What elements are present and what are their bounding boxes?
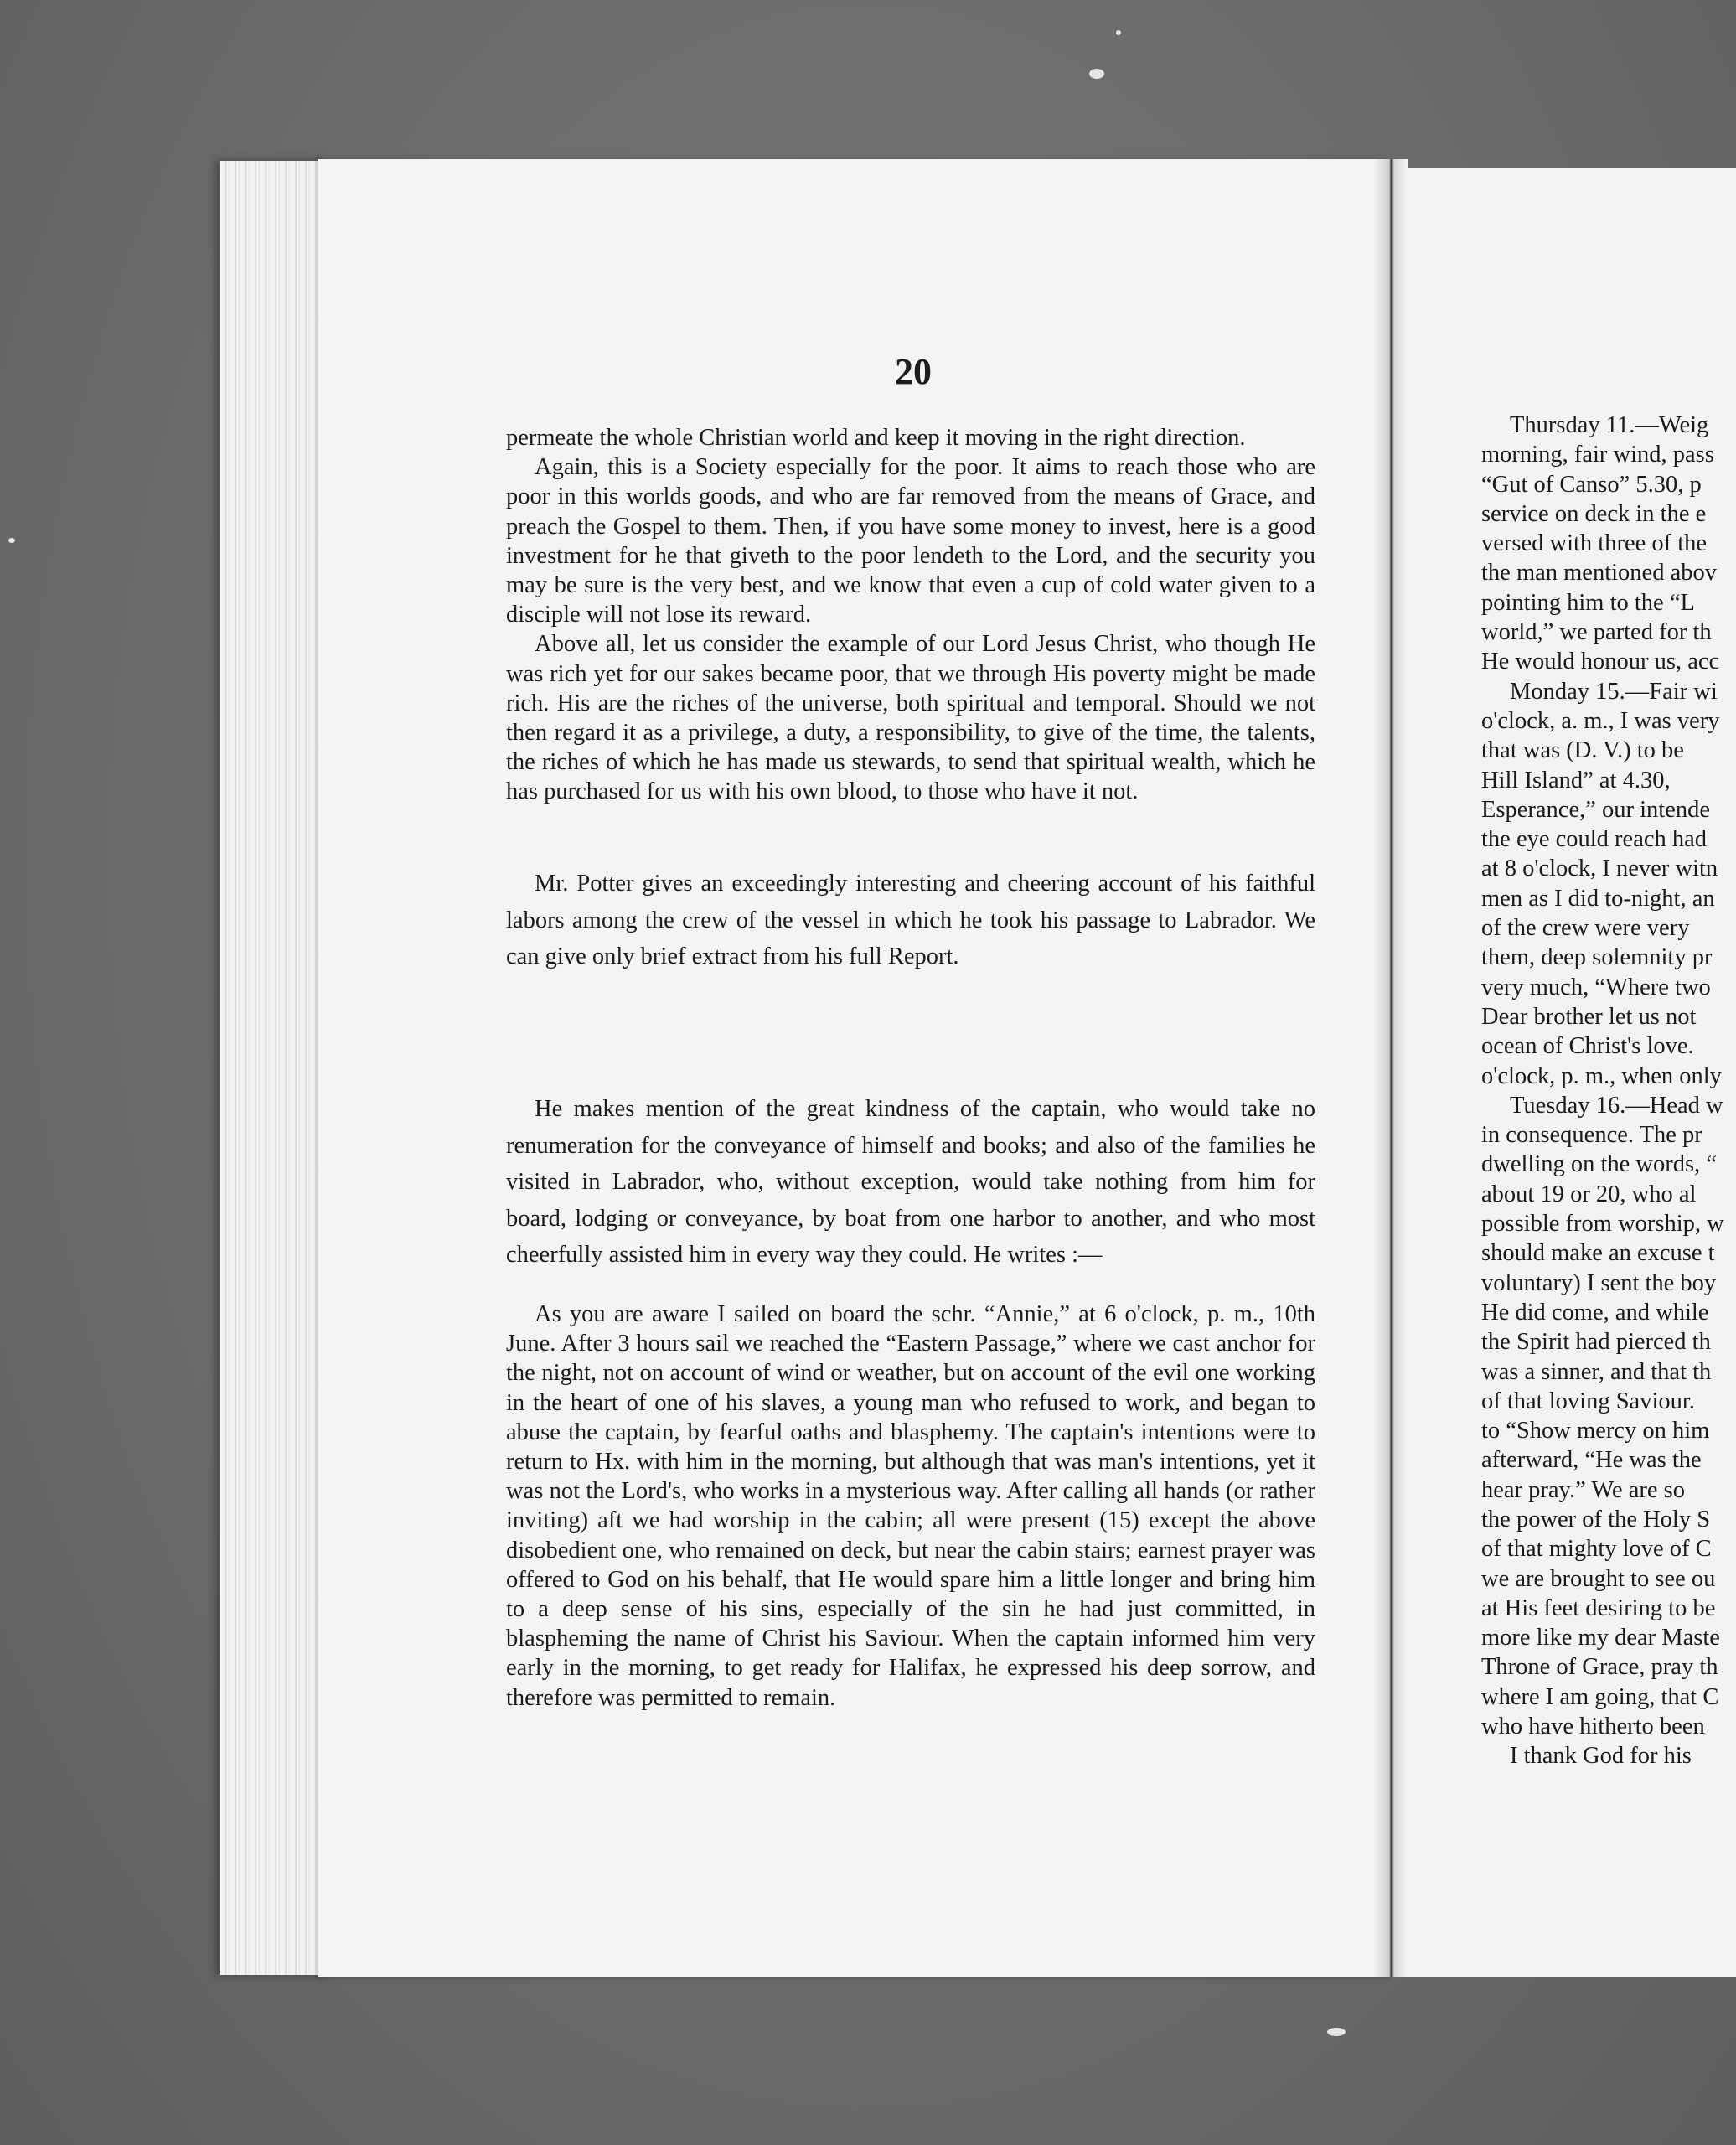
right-page-line: “Gut of Canso” 5.30, p xyxy=(1481,471,1702,498)
right-page-line: about 19 or 20, who al xyxy=(1481,1181,1697,1207)
right-page-line: service on deck in the e xyxy=(1481,500,1707,527)
right-page-line: voluntary) I sent the boy xyxy=(1481,1269,1717,1296)
right-page-line: of the crew were very xyxy=(1481,915,1690,942)
right-page-line: hear pray.” We are so xyxy=(1481,1476,1685,1503)
right-page-line: of that loving Saviour. xyxy=(1481,1388,1695,1414)
book-gutter xyxy=(1374,159,1408,1977)
right-page-line: Throne of Grace, pray th xyxy=(1481,1654,1718,1681)
paragraph: Again, this is a Society especially for the poor. It aims to reach those who are poor in this worlds goods, and who are far removed from the means of Grace, and preach the Gospel to them. Then, if you have some money to invest, here is a good investment for he that giveth to the poor lendeth to the Lord, and the security you may be sure is the very best, and we know that even a cup of cold water given to a disciple will not lose its reward. xyxy=(506,454,1315,628)
right-page-line: morning, fair wind, pass xyxy=(1481,442,1714,468)
right-page-line: where I am going, that C xyxy=(1481,1683,1719,1710)
right-page-line: them, deep solemnity pr xyxy=(1481,944,1713,971)
right-page-line: dwelling on the words, “ xyxy=(1481,1151,1717,1178)
right-page-line: in consequence. The pr xyxy=(1481,1122,1702,1149)
right-page-text xyxy=(1481,411,1736,1771)
paragraph: Mr. Potter gives an exceedingly interesting and cheering account of his faithful labors among the crew of the vessel in which he took his passage to Labrador. We can give only brief extract from his full Report. xyxy=(506,871,1315,970)
paragraph: Above all, let us consider the example of our Lord Jesus Christ, who though He was rich yet for our sakes became poor, that we through His poverty might be made rich. His are the riches of the universe, both spiritual and temporal. Should we not then regard it as a privilege, a duty, a responsibility, to give of the time, the talents, the riches of which he has made us stewards, to send that spiritual wealth, which he has purchased for us with his own blood, to those who have it not. xyxy=(506,631,1315,805)
paragraph: As you are aware I sailed on board the schr. “Annie,” at 6 o'clock, p. m., 10th June. After 3 hours sail we reached the “Eastern Passage,” where we cast anchor for the night, not on account of wind or weather, but on account of the evil one working in the heart of one of his slaves, a young man who refused to work, and began to abuse the captain, by fearful oaths and blasphemy. The captain's intentions were to return to Hx. with him in the morning, but although that was man's intentions, yet it was not the Lord's, who works in a mysterious way. After calling all hands (or rather inviting) aft we had worship in the cabin; all were present (15) except the above disobedient one, who remained on deck, but near the cabin stairs; earnest prayer was offered to God on his behalf, that He would spare him a little longer and bring him to a deep sense of his sins, especially of the sin he had just committed, in blaspheming the name of Christ his Saviour. When the captain informed him very early in the morning, to get ready for Halifax, he expressed his deep sorrow, and therefore was permitted to remain. xyxy=(506,1301,1315,1711)
right-page-line: the Spirit had pierced th xyxy=(1481,1329,1711,1356)
right-page-line: o'clock, p. m., when only xyxy=(1481,1062,1722,1089)
paragraph: permeate the whole Christian world and keep it moving in the right direction. xyxy=(506,425,1246,451)
right-page-line: afterward, “He was the xyxy=(1481,1447,1702,1474)
page-number: 20 xyxy=(895,351,932,392)
text-block-intro xyxy=(506,423,1315,807)
right-page-line: we are brought to see ou xyxy=(1481,1565,1716,1592)
right-page-line: Esperance,” our intende xyxy=(1481,796,1710,823)
book-page-edges xyxy=(220,161,328,1975)
right-page-line: was a sinner, and that th xyxy=(1481,1358,1712,1385)
text-block-kindness xyxy=(506,1091,1315,1274)
right-page-line: to “Show mercy on him xyxy=(1481,1418,1710,1445)
right-page-line: the man mentioned abov xyxy=(1481,560,1717,587)
right-page-line: world,” we parted for th xyxy=(1481,619,1712,646)
right-page-line: He did come, and while xyxy=(1481,1299,1709,1326)
right-page-line: more like my dear Maste xyxy=(1481,1625,1720,1651)
paragraph: He makes mention of the great kindness of the captain, who would take no renumeration for the conveyance of himself and books; and also of the families he visited in Labrador, who, without exception, would take nothing from him for board, lodging or conveyance, by boat from one harbor to another, and who most cheerfully assisted him in every way they could. He writes :— xyxy=(506,1096,1315,1269)
right-page-line: the power of the Holy S xyxy=(1481,1506,1711,1533)
right-page xyxy=(1406,168,1736,1977)
right-page-line: that was (D. V.) to be xyxy=(1481,737,1684,764)
right-page-line: He would honour us, acc xyxy=(1481,649,1720,675)
right-page-line: of that mighty love of C xyxy=(1481,1536,1712,1563)
right-page-line: possible from worship, w xyxy=(1481,1211,1724,1238)
dust-speck xyxy=(1116,30,1121,35)
right-page-line: should make an excuse t xyxy=(1481,1240,1715,1267)
dust-speck xyxy=(1327,2028,1346,2036)
right-page-line: who have hitherto been xyxy=(1481,1713,1705,1740)
right-page-line: ocean of Christ's love. xyxy=(1481,1033,1694,1060)
right-page-line: the eye could reach had xyxy=(1481,826,1708,853)
right-page-line: I thank God for his xyxy=(1510,1743,1692,1770)
dust-speck xyxy=(1089,69,1104,79)
dust-speck xyxy=(8,538,15,543)
right-page-line: pointing him to the “L xyxy=(1481,589,1695,616)
text-block-report xyxy=(506,1300,1315,1713)
right-page-line: Thursday 11.—Weig xyxy=(1510,412,1709,438)
right-page-line: o'clock, a. m., I was very xyxy=(1481,707,1720,734)
right-page-line: at 8 o'clock, I never witn xyxy=(1481,855,1718,882)
right-page-line: at His feet desiring to be xyxy=(1481,1595,1716,1621)
right-page-line: very much, “Where two xyxy=(1481,974,1711,1000)
right-page-line: men as I did to-night, an xyxy=(1481,885,1715,912)
text-block-potter xyxy=(506,866,1315,975)
right-page-line: Tuesday 16.—Head w xyxy=(1510,1092,1723,1119)
right-page-line: Dear brother let us not xyxy=(1481,1003,1697,1030)
right-page-line: versed with three of the xyxy=(1481,530,1708,557)
right-page-line: Hill Island” at 4.30, xyxy=(1481,767,1671,793)
right-page-line: Monday 15.—Fair wi xyxy=(1510,678,1718,705)
